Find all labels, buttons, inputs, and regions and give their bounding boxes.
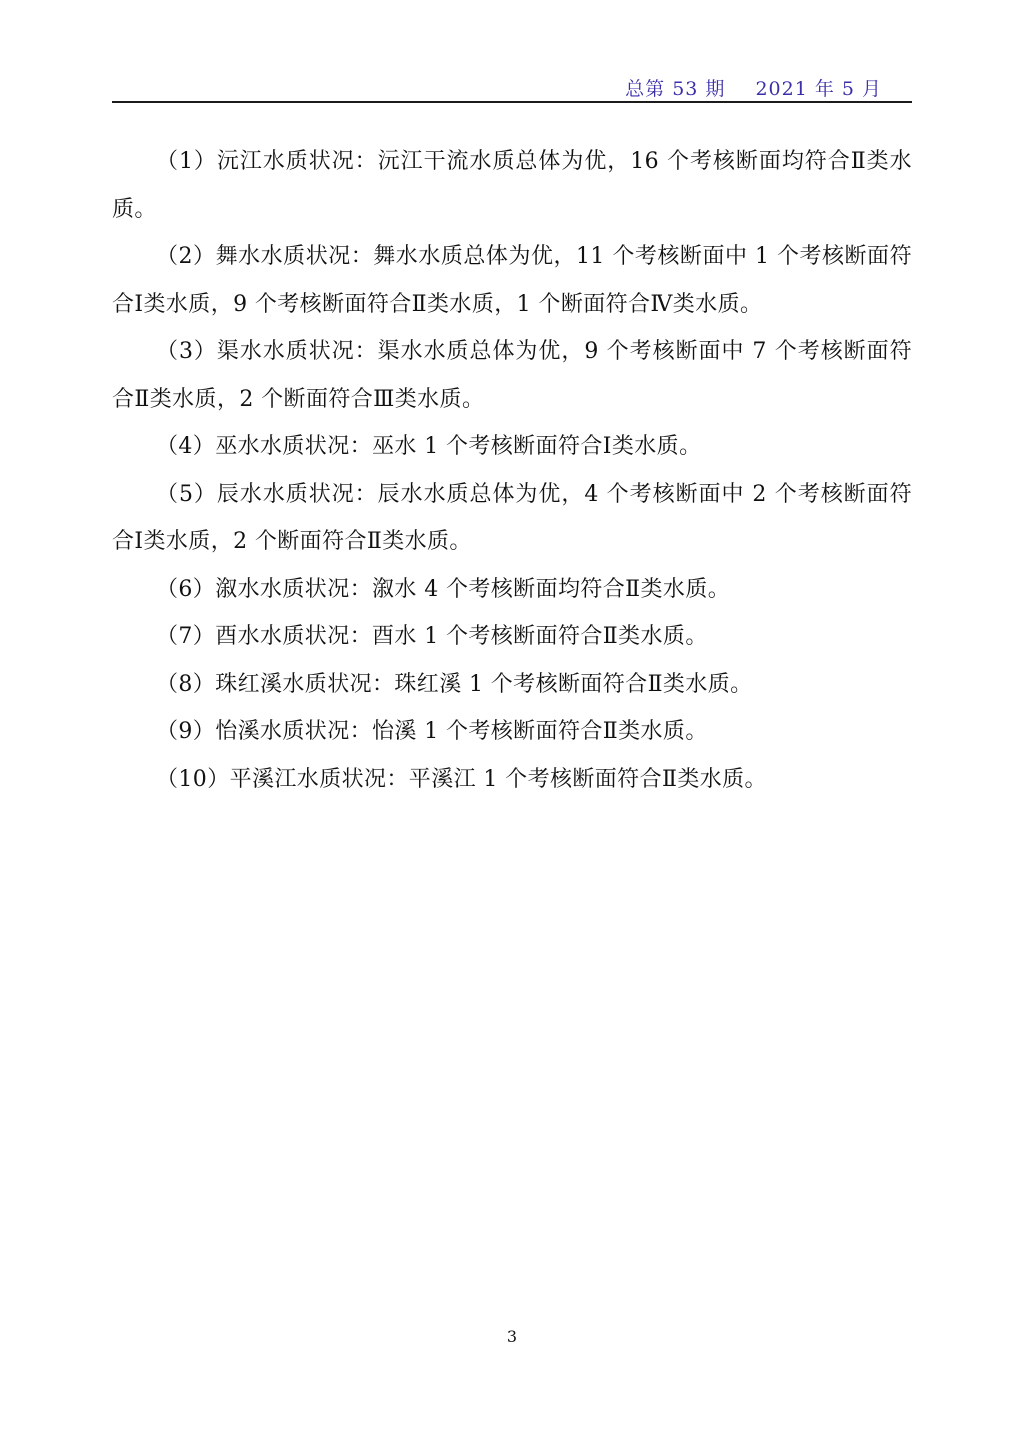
paragraph-chenshui: （5）辰水水质状况：辰水水质总体为优，4 个考核断面中 2 个考核断面符合Ⅰ类水质，2 个断面符合Ⅱ类水质。 [112,481,912,554]
header-divider [112,101,912,103]
paragraph-youshui: （7）酉水水质状况：酉水 1 个考核断面符合Ⅱ类水质。 [156,624,708,649]
paragraph-zhuhongxi: （8）珠红溪水质状况：珠红溪 1 个考核断面符合Ⅱ类水质。 [156,671,753,697]
paragraph-wushui-wu: （4）巫水水质状况：巫水 1 个考核断面符合Ⅰ类水质。 [156,434,702,459]
paragraph-yixi: （9）怡溪水质状况：怡溪 1 个考核断面符合Ⅱ类水质。 [156,719,708,744]
header-text [625,74,882,101]
issue-date: 2021 年 5 月 [755,78,882,100]
paragraph-wushui: （2）舞水水质状况：舞水水质总体为优，11 个考核断面中 1 个考核断面符合Ⅰ类水质，9 个考核断面符合Ⅱ类水质，1 个断面符合Ⅳ类水质。 [112,244,912,317]
paragraph-xushui: （6）溆水水质状况：溆水 4 个考核断面均符合Ⅱ类水质。 [156,576,731,602]
paragraph-yuanjiang: （1）沅江水质状况：沅江干流水质总体为优，16 个考核断面均符合Ⅱ类水质。 [112,149,912,222]
page-number: 3 [506,1327,518,1346]
paragraph-qushui: （3）渠水水质状况：渠水水质总体为优，9 个考核断面中 7 个考核断面符合Ⅱ类水质，2 个断面符合Ⅲ类水质。 [112,339,912,412]
paragraph-pingxijiang: （10）平溪江水质状况：平溪江 1 个考核断面符合Ⅱ类水质。 [156,766,767,792]
issue-number: 总第 53 期 [625,78,726,100]
document-body [112,138,912,803]
page-header [112,74,912,102]
